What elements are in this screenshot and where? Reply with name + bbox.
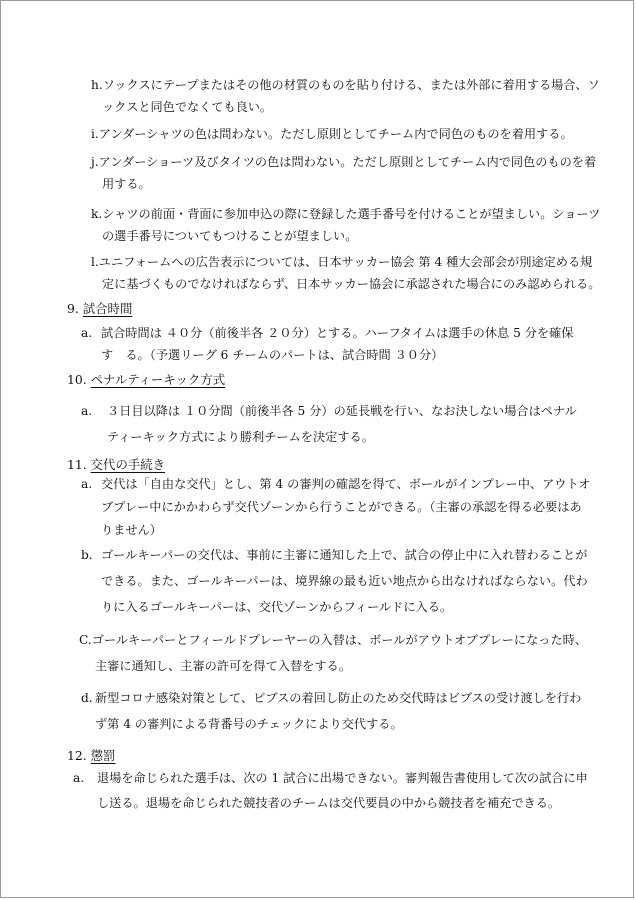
- item-text: アンダーシャツの色は問わない。ただし原則としてチーム内で同色のものを着用する。: [98, 127, 573, 141]
- list-item-11a: [81, 473, 590, 542]
- item-marker: k.: [91, 207, 103, 221]
- item-text-cont: りません）: [101, 523, 162, 537]
- section-number: 9.: [67, 301, 79, 316]
- item-text-cont: ティーキック方式により勝利チームを決定する。: [107, 430, 374, 444]
- item-marker: l.: [91, 255, 99, 269]
- section-title: 試合時間: [82, 301, 133, 316]
- section-title: 懲罰: [90, 748, 116, 763]
- item-text: ゴールキーパーとフィールドプレーヤーの入替は、ボールがアウトオブプレーになった時、: [91, 633, 588, 647]
- item-marker: a.: [73, 771, 85, 785]
- section-heading-9: [67, 298, 132, 320]
- item-marker: a.: [81, 477, 93, 491]
- section-number: 10.: [67, 372, 87, 387]
- item-text-cont: できる。また、ゴールキーパーは、境界線の最も近い地点から出なければならない。代わ: [101, 574, 588, 588]
- section-number: 12.: [67, 748, 87, 763]
- list-item-i: [91, 123, 573, 145]
- item-marker: i.: [91, 127, 99, 141]
- item-marker: b.: [81, 548, 93, 562]
- section-heading-10: [67, 369, 225, 391]
- item-text: 試合時間は ４０分（前後半各 ２０分）とする。ハーフタイムは選手の休息 5 分を確保: [101, 326, 574, 340]
- list-item-12a: [73, 766, 588, 816]
- item-text-cont: ックスと同色でなくても良い。: [102, 100, 273, 114]
- item-marker: d.: [81, 691, 93, 705]
- item-text-cont: す る。（予選リーグ 6 チームのパートは、試合時間 ３０分）: [101, 348, 444, 362]
- list-item-11d: [81, 685, 581, 737]
- item-text-cont: 定に基づくものでなければならず、日本サッカー協会に承認された場合にのみ認められる。: [102, 277, 601, 291]
- list-item-10a: [81, 398, 577, 450]
- item-text: ３日目以降は １０分間（前後半各 5 分）の延長戦を行い、なお決しない場合はペナル: [107, 404, 577, 418]
- list-item-k: [91, 203, 600, 247]
- item-text: ゴールキーパーの交代は、事前に主審に通知した上で、試合の停止中に入れ替わることが: [101, 548, 588, 562]
- item-text: ソックスにテープまたはその他の材質のものを貼り付ける、または外部に着用する場合、ソ: [102, 78, 600, 92]
- item-text-cont: 用する。: [102, 177, 151, 191]
- item-text: シャツの前面・背面に参加申込の際に登録した選手番号を付けることが望ましい。ショーツ: [102, 207, 601, 221]
- section-title: 交代の手続き: [90, 457, 166, 472]
- item-text: 退場を命じられた選手は、次の 1 試合に出場できない。審判報告書使用して次の試合に申: [97, 771, 588, 785]
- item-text: 交代は「自由な交代」とし、第 4 の審判の確認を得て、ボールがインプレー中、アウトオ: [101, 477, 591, 491]
- item-text: 新型コロナ感染対策として、ビブスの着回し防止のため交代時はビブスの受け渡しを行わ: [95, 691, 582, 705]
- item-text-cont: りに入るゴールキーパーは、交代ゾーンからフィールドに入る。: [101, 600, 453, 614]
- section-title: ペナルティーキック方式: [90, 372, 226, 387]
- section-heading-12: [67, 745, 115, 767]
- item-text-cont: ず第 4 の審判による背番号のチェックにより交代する。: [95, 717, 403, 731]
- item-text-cont: の選手番号についてもつけることが望ましい。: [102, 229, 358, 243]
- list-item-11b: [81, 542, 588, 620]
- item-text-cont: ブプレー中にかかわらず交代ゾーンから行うことができる。（主審の承認を得る必要はあ: [101, 500, 582, 514]
- list-item-h: [91, 74, 600, 118]
- item-marker: j.: [91, 155, 99, 169]
- item-marker: a.: [81, 404, 93, 418]
- section-number: 11.: [67, 457, 87, 472]
- item-text: アンダーショーツ及びタイツの色は問わない。ただし原則としてチーム内で同色のものを着: [98, 155, 597, 169]
- list-item-j: [91, 151, 596, 195]
- item-text-cont: 主審に通知し、主審の許可を得て入替をする。: [95, 659, 351, 673]
- list-item-11c: [79, 627, 587, 679]
- item-marker: h.: [91, 78, 103, 92]
- list-item-l: [91, 251, 600, 295]
- item-marker: C.: [79, 633, 92, 647]
- list-item-9a: [81, 322, 573, 366]
- item-text-cont: し送る。退場を命じられた競技者のチームは交代要員の中から競技者を補充できる。: [97, 796, 561, 810]
- item-marker: a.: [81, 326, 93, 340]
- item-text: ユニフォームへの広告表示については、日本サッカー協会 第 4 種大会部会が別途定める規: [98, 255, 593, 269]
